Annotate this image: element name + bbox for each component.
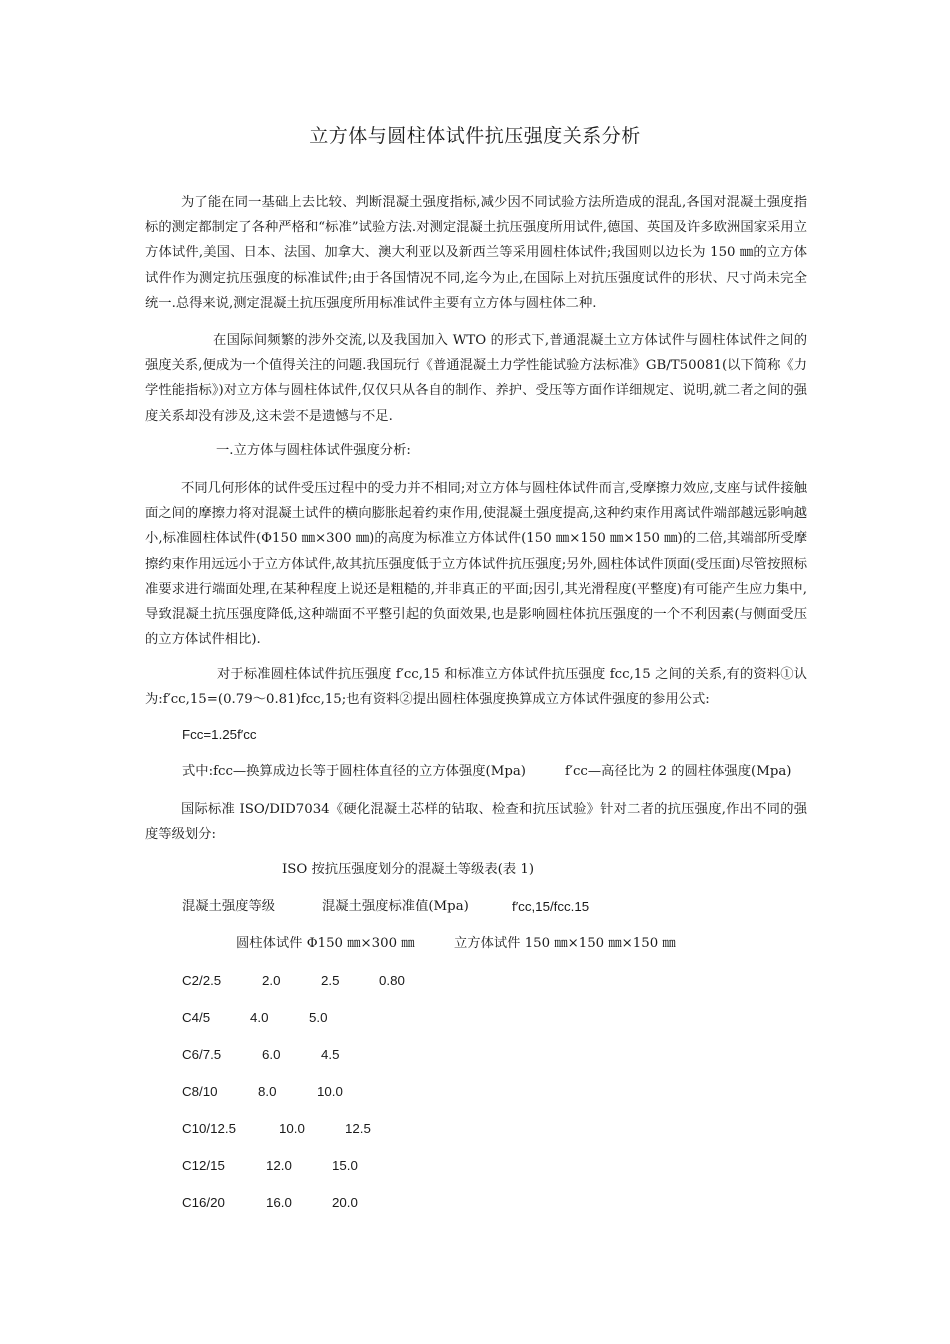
table-cell-grade: C6/7.5: [182, 1047, 222, 1062]
table-cell-cylinder: 6.0: [262, 1047, 281, 1062]
formula: Fcc=1.25f′cc: [182, 727, 257, 742]
table-cell-grade: C2/2.5: [182, 973, 222, 988]
table-cell-grade: C10/12.5: [182, 1121, 236, 1136]
table-cell-cylinder: 16.0: [266, 1195, 292, 1210]
paragraph-analysis: 不同几何形体的试件受压过程中的受力并不相同;对立方体与圆柱体试件而言,受摩擦力效应,支座与试件接触面之间的摩擦力将对混凝土试件的横向膨胀起着约束作用,使混凝土强度提高,这种约束作用离试件端部越远影响越小,标准圆柱体试件(Φ150 ㎜×300 ㎜)的高度为标准立方体试件(150 ㎜×150 ㎜×150 ㎜)的二倍,其端部所受摩擦约束作用远远小于立方体试件,故其抗压强度低于立方体试件抗压强度;另外,圆柱体试件顶面(受压面)尽管按照标准要求进行端面处理,在某种程度上说还是粗糙的,并非真正的平面;因引,其光滑程度(平整度)有可能产生应力集中,导致混凝土抗压强度降低,这种端面不平整引起的负面效果,也是影响圆柱体抗压强度的一个不利因素(与侧面受压的立方体试件相比).: [145, 481, 807, 648]
paragraph-relation: 对于标准圆柱体试件抗压强度 f′cc,15 和标准立方体试件抗压强度 fcc,15 之间的关系,有的资料①认为:f′cc,15=(0.79～0.81)fcc,15;也有资料②提出圆柱体强度换算成立方体试件强度的参用公式:: [145, 667, 807, 708]
paragraph-iso: 国际标准 ISO/DID7034《硬化混凝土芯样的钻取、检查和抗压试验》针对二者的抗压强度,作出不同的强度等级划分:: [145, 802, 807, 843]
table-subheader-cylinder: 圆柱体试件 Φ150 ㎜×300 ㎜: [236, 936, 415, 951]
table-cell-cylinder: 8.0: [258, 1084, 277, 1099]
table-cell-cube: 15.0: [332, 1158, 358, 1173]
paragraph-intro: 为了能在同一基础上去比较、判断混凝土强度指标,减少因不同试验方法所造成的混乱,各国对混凝土强度指标的测定都制定了各种严格和“标准”试验方法.对测定混凝土抗压强度所用试件,德国、英国及许多欧洲国家采用立方体试件,美国、日本、法国、加拿大、澳大利亚以及新西兰等采用圆柱体试件;我国则以边长为 150 ㎜的立方体试件作为测定抗压强度的标准试件;由于各国情况不同,迄今为止,在国际上对抗压强度试件的形状、尺寸尚未完全统一.总得来说,测定混凝土抗压强度所用标准试件主要有立方体与圆柱体二种.: [145, 195, 807, 311]
table-cell-cylinder: 4.0: [250, 1010, 269, 1025]
table-subheader-cube: 立方体试件 150 ㎜×150 ㎜×150 ㎜: [454, 936, 676, 951]
table-header-standard-value: 混凝土强度标准值(Mpa): [322, 899, 469, 914]
section-heading: 一.立方体与圆柱体试件强度分析:: [216, 443, 411, 458]
table-cell-cube: 5.0: [309, 1010, 328, 1025]
paragraph-wto: 在国际间频繁的涉外交流,以及我国加入 WTO 的形式下,普通混凝土立方体试件与圆柱体试件之间的强度关系,便成为一个值得关注的问题.我国玩行《普通混凝土力学性能试验方法标准》GB/T50081(以下简称《力学性能指标》)对立方体与圆柱体试件,仅仅只从各自的制作、养护、受压等方面作详细规定、说明,就二者之间的强度关系却没有涉及,这未尝不是遗憾与不足.: [145, 333, 807, 424]
table-cell-grade: C8/10: [182, 1084, 218, 1099]
table-cell-grade: C16/20: [182, 1195, 225, 1210]
formula-where-b: f′cc—高径比为 2 的圆柱体强度(Mpa): [565, 764, 792, 779]
page-title: 立方体与圆柱体试件抗压强度关系分析: [309, 125, 641, 147]
table-header-grade: 混凝土强度等级: [182, 899, 276, 914]
table-cell-cube: 10.0: [317, 1084, 343, 1099]
table-header-ratio: f′cc,15/fcc.15: [512, 899, 590, 914]
table-cell-ratio: 0.80: [379, 973, 405, 988]
table-cell-cube: 2.5: [321, 973, 340, 988]
table-caption: ISO 按抗压强度划分的混凝土等级表(表 1): [282, 862, 535, 877]
table-cell-grade: C4/5: [182, 1010, 211, 1025]
table-cell-cylinder: 12.0: [266, 1158, 292, 1173]
table-cell-cube: 4.5: [321, 1047, 340, 1062]
table-cell-cylinder: 10.0: [279, 1121, 305, 1136]
formula-where-a: 式中:fcc—换算成边长等于圆柱体直径的立方体强度(Mpa): [182, 764, 526, 779]
table-cell-cylinder: 2.0: [262, 973, 281, 988]
table-cell-cube: 20.0: [332, 1195, 358, 1210]
table-cell-cube: 12.5: [345, 1121, 371, 1136]
table-cell-grade: C12/15: [182, 1158, 225, 1173]
